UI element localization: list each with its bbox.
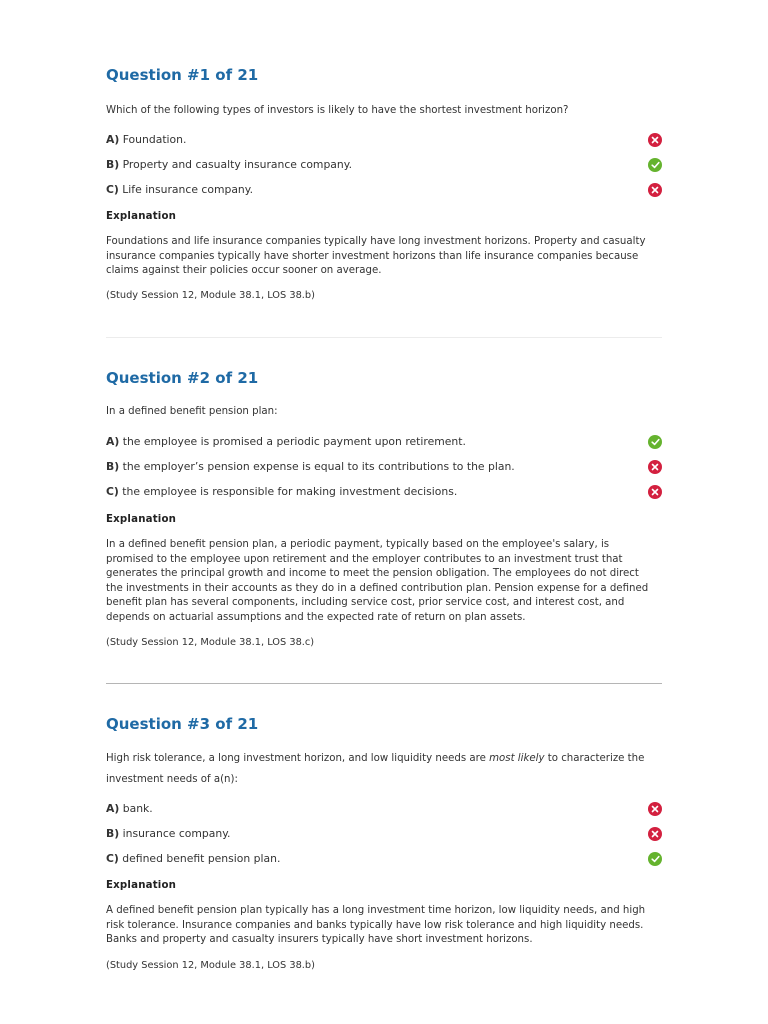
answer-option-c[interactable] — [106, 851, 662, 867]
x-circle-icon — [648, 460, 662, 474]
question-title: Question #2 of 21 — [106, 369, 259, 387]
option-text: the employee is promised a periodic payment upon retirement. — [122, 435, 466, 448]
x-circle-icon — [648, 802, 662, 816]
answer-option-a[interactable] — [106, 132, 662, 148]
study-reference: (Study Session 12, Module 38.1, LOS 38.b) — [106, 960, 315, 971]
option-letter: C) — [106, 183, 119, 196]
option-text: insurance company. — [122, 827, 231, 840]
answer-option-c[interactable] — [106, 182, 662, 198]
answer-option-b[interactable] — [106, 826, 662, 842]
option-text: the employer’s pension expense is equal to its contributions to the plan. — [122, 460, 515, 473]
question-stem-text: to characterize the investment needs of a(n): — [106, 753, 645, 785]
x-circle-icon — [648, 183, 662, 197]
option-letter: A) — [106, 802, 120, 815]
answer-option-c[interactable] — [106, 484, 662, 500]
option-text: bank. — [122, 802, 153, 815]
question-stem: Which of the following types of investors is likely to have the shortest investment horizon? — [106, 105, 569, 116]
question-stem-emphasis: most likely — [489, 753, 545, 764]
option-text: defined benefit pension plan. — [122, 852, 281, 865]
question-stem: In a defined benefit pension plan: — [106, 406, 278, 417]
answer-option-b[interactable] — [106, 157, 662, 173]
explanation-heading: Explanation — [106, 211, 177, 222]
x-circle-icon — [648, 133, 662, 147]
study-reference: (Study Session 12, Module 38.1, LOS 38.b) — [106, 290, 315, 301]
question-divider — [106, 683, 662, 684]
explanation-text: Foundations and life insurance companies typically have long investment horizons. Property and casualty insurance companies typically have shorter investment horizons than life insurance companies because claims against their policies occur sooner on average. — [106, 236, 646, 277]
answer-option-a[interactable] — [106, 434, 662, 450]
option-text: Property and casualty insurance company. — [122, 158, 353, 171]
option-letter: A) — [106, 133, 120, 146]
check-circle-icon — [648, 852, 662, 866]
option-letter: C) — [106, 485, 119, 498]
x-circle-icon — [648, 485, 662, 499]
question-divider — [106, 337, 662, 338]
question-stem — [106, 748, 654, 790]
explanation-text: In a defined benefit pension plan, a periodic payment, typically based on the employee's salary, is promised to the employee upon retirement and the employer contributes to an investment trust that generates the principal growth and income to meet the pension obligation. The employees do not direct the investments in their accounts as they do in a defined contribution plan. Pension expense for a defined benefit plan has several components, including service cost, prior service cost, and interest cost, and depends on actuarial assumptions and the expected rate of return on plan assets. — [106, 539, 649, 623]
option-letter: B) — [106, 827, 120, 840]
question-title: Question #3 of 21 — [106, 715, 259, 733]
explanation-heading: Explanation — [106, 880, 177, 891]
option-text: Foundation. — [122, 133, 187, 146]
explanation-text: A defined benefit pension plan typically has a long investment time horizon, low liquidity needs, and high risk tolerance. Insurance companies and banks typically have low risk tolerance and high liquidity needs. Banks and property and casualty insurers typically have short investment horizons. — [106, 905, 646, 946]
explanation-heading: Explanation — [106, 514, 177, 525]
question-title: Question #1 of 21 — [106, 66, 259, 84]
x-circle-icon — [648, 827, 662, 841]
option-letter: C) — [106, 852, 119, 865]
option-text: Life insurance company. — [122, 183, 254, 196]
answer-option-b[interactable] — [106, 459, 662, 475]
option-letter: B) — [106, 158, 120, 171]
option-letter: B) — [106, 460, 120, 473]
answer-option-a[interactable] — [106, 801, 662, 817]
option-letter: A) — [106, 435, 120, 448]
study-reference: (Study Session 12, Module 38.1, LOS 38.c) — [106, 637, 315, 648]
check-circle-icon — [648, 435, 662, 449]
question-stem-text: High risk tolerance, a long investment horizon, and low liquidity needs are — [106, 753, 490, 764]
option-text: the employee is responsible for making investment decisions. — [122, 485, 458, 498]
check-circle-icon — [648, 158, 662, 172]
